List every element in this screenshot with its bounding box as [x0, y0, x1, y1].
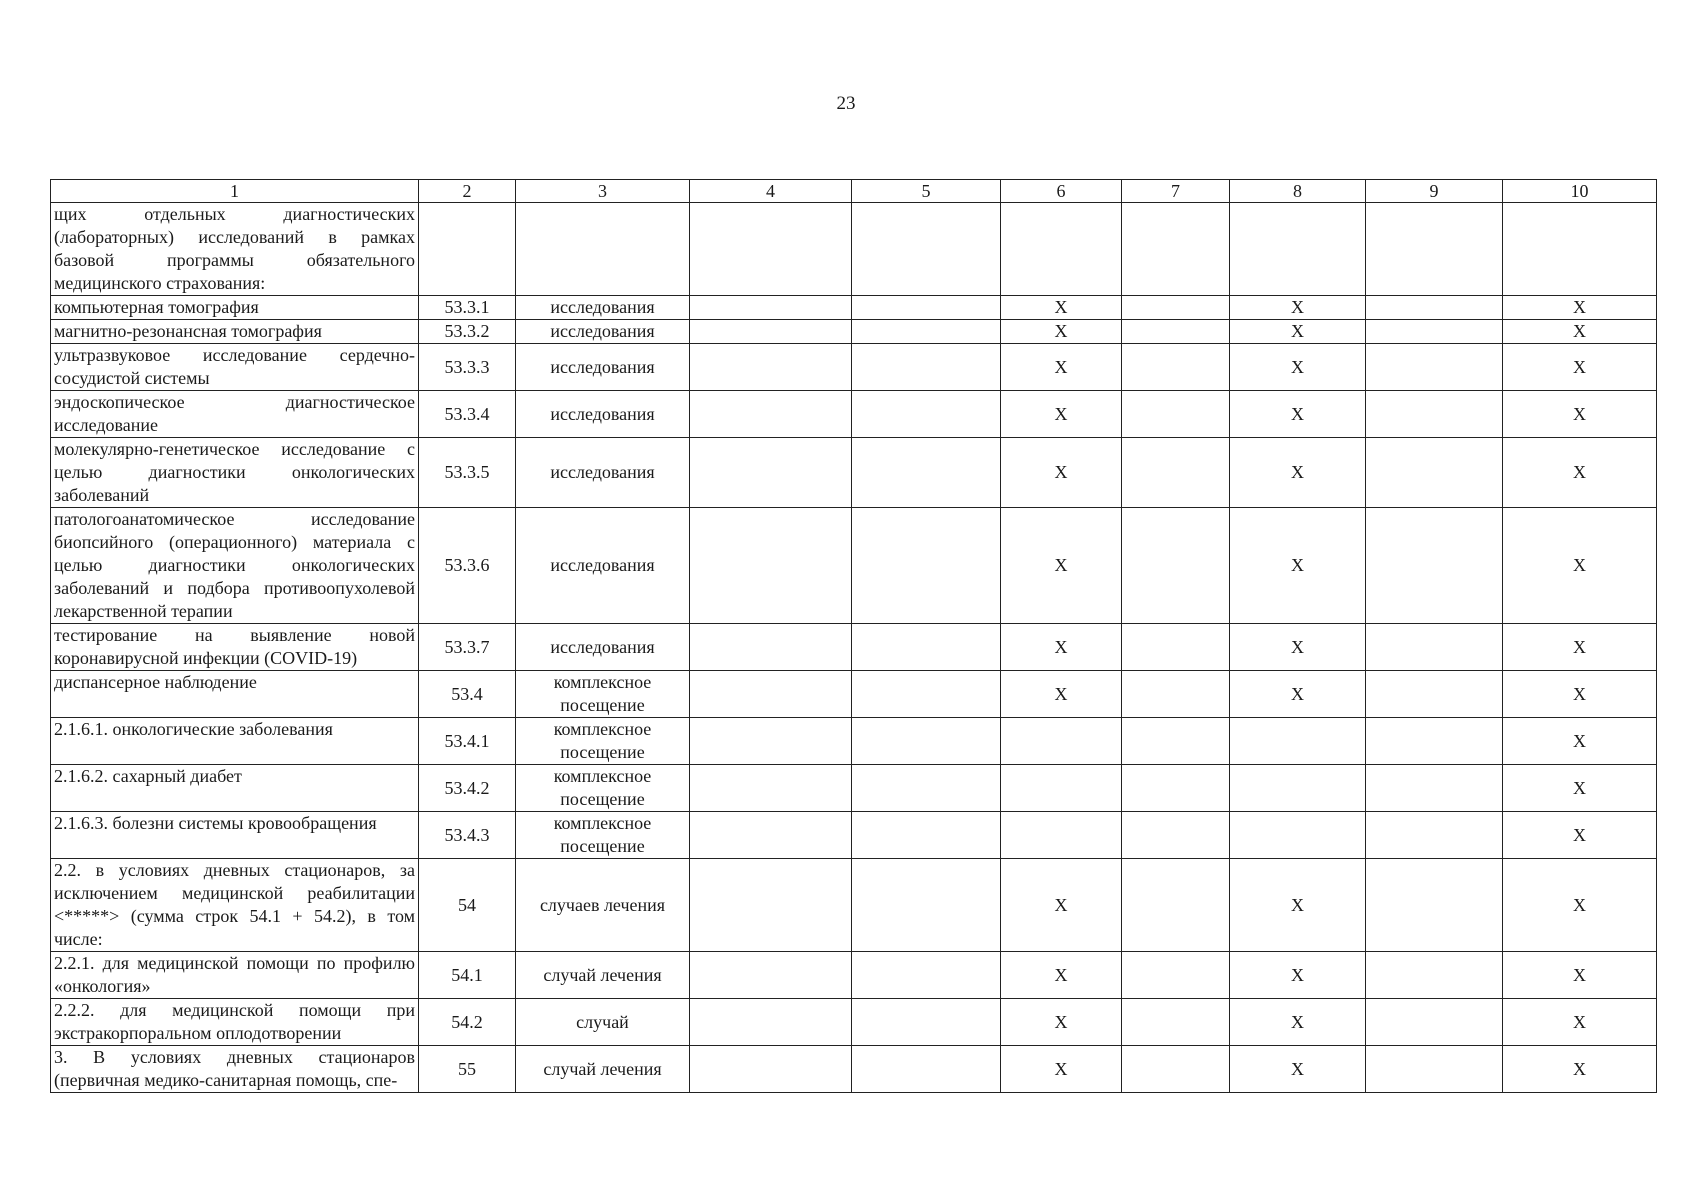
row-code	[419, 203, 516, 296]
cell-col-8: X	[1230, 671, 1366, 718]
cell-col-8: X	[1230, 1046, 1366, 1093]
row-description: компьютерная томография	[51, 296, 419, 320]
cell-col-5	[852, 203, 1001, 296]
cell-col-5	[852, 1046, 1001, 1093]
cell-col-7	[1122, 296, 1230, 320]
row-code: 53.3.7	[419, 624, 516, 671]
cell-col-5	[852, 624, 1001, 671]
cell-col-7	[1122, 999, 1230, 1046]
cell-col-9	[1366, 508, 1503, 624]
cell-col-8: X	[1230, 859, 1366, 952]
row-description: молекулярно-генетическое исследование с целью диагностики онкологических заболеваний	[51, 438, 419, 508]
row-code: 54.1	[419, 952, 516, 999]
column-numbers-row	[51, 180, 1657, 203]
cell-col-6: X	[1001, 320, 1122, 344]
row-unit: комплексное посещение	[516, 718, 690, 765]
cell-col-8: X	[1230, 508, 1366, 624]
cell-col-6: X	[1001, 671, 1122, 718]
row-unit: случай	[516, 999, 690, 1046]
cell-col-6: X	[1001, 859, 1122, 952]
cell-col-4	[690, 203, 852, 296]
row-unit: случаев лечения	[516, 859, 690, 952]
row-unit: исследования	[516, 438, 690, 508]
cell-col-6: X	[1001, 952, 1122, 999]
cell-col-10: X	[1503, 438, 1657, 508]
row-code: 53.4.1	[419, 718, 516, 765]
cell-col-10: X	[1503, 812, 1657, 859]
cell-col-9	[1366, 999, 1503, 1046]
cell-col-5	[852, 438, 1001, 508]
cell-col-9	[1366, 438, 1503, 508]
cell-col-6: X	[1001, 344, 1122, 391]
cell-col-9	[1366, 1046, 1503, 1093]
row-code: 54.2	[419, 999, 516, 1046]
cell-col-4	[690, 1046, 852, 1093]
cell-col-7	[1122, 718, 1230, 765]
cell-col-6: X	[1001, 1046, 1122, 1093]
cell-col-7	[1122, 203, 1230, 296]
row-description: 2.2.1. для медицинской помощи по профилю «онкология»	[51, 952, 419, 999]
cell-col-9	[1366, 718, 1503, 765]
column-number: 1	[51, 180, 419, 203]
cell-col-9	[1366, 812, 1503, 859]
row-unit: исследования	[516, 624, 690, 671]
cell-col-7	[1122, 391, 1230, 438]
cell-col-5	[852, 999, 1001, 1046]
cell-col-8: X	[1230, 952, 1366, 999]
cell-col-7	[1122, 624, 1230, 671]
cell-col-4	[690, 952, 852, 999]
row-code: 53.3.1	[419, 296, 516, 320]
cell-col-4	[690, 438, 852, 508]
table-row	[51, 508, 1657, 624]
cell-col-8: X	[1230, 438, 1366, 508]
row-code: 53.4.3	[419, 812, 516, 859]
cell-col-7	[1122, 438, 1230, 508]
cell-col-6: X	[1001, 999, 1122, 1046]
row-code: 55	[419, 1046, 516, 1093]
row-code: 53.3.6	[419, 508, 516, 624]
row-description: 2.1.6.3. болезни системы кровообращения	[51, 812, 419, 859]
cell-col-10: X	[1503, 999, 1657, 1046]
table-row	[51, 320, 1657, 344]
cell-col-6	[1001, 812, 1122, 859]
column-number: 4	[690, 180, 852, 203]
cell-col-7	[1122, 320, 1230, 344]
row-description: ультразвуковое исследование сердечно-сосудистой системы	[51, 344, 419, 391]
cell-col-9	[1366, 765, 1503, 812]
column-number: 6	[1001, 180, 1122, 203]
row-code: 53.3.4	[419, 391, 516, 438]
cell-col-10: X	[1503, 1046, 1657, 1093]
column-number: 8	[1230, 180, 1366, 203]
page-number: 23	[836, 93, 856, 114]
cell-col-6: X	[1001, 508, 1122, 624]
row-description: тестирование на выявление новой коронавирусной инфекции (COVID-19)	[51, 624, 419, 671]
indicators-table	[50, 179, 1657, 1093]
table-row	[51, 765, 1657, 812]
row-unit: комплексное посещение	[516, 812, 690, 859]
column-number: 3	[516, 180, 690, 203]
cell-col-9	[1366, 952, 1503, 999]
row-code: 53.4.2	[419, 765, 516, 812]
row-unit: исследования	[516, 320, 690, 344]
row-unit: случай лечения	[516, 1046, 690, 1093]
cell-col-8: X	[1230, 296, 1366, 320]
cell-col-4	[690, 296, 852, 320]
cell-col-6: X	[1001, 438, 1122, 508]
cell-col-5	[852, 391, 1001, 438]
cell-col-10: X	[1503, 718, 1657, 765]
row-unit: исследования	[516, 344, 690, 391]
cell-col-6: X	[1001, 624, 1122, 671]
cell-col-5	[852, 320, 1001, 344]
cell-col-10: X	[1503, 765, 1657, 812]
row-unit: случай лечения	[516, 952, 690, 999]
cell-col-7	[1122, 508, 1230, 624]
cell-col-7	[1122, 859, 1230, 952]
cell-col-7	[1122, 671, 1230, 718]
row-unit: исследования	[516, 296, 690, 320]
cell-col-4	[690, 391, 852, 438]
row-code: 53.3.3	[419, 344, 516, 391]
row-description: патологоанатомическое исследование биопсийного (операционного) материала с целью диагностики онкологических заболеваний и подбора противоопухолевой лекарственной терапии	[51, 508, 419, 624]
cell-col-5	[852, 508, 1001, 624]
cell-col-5	[852, 718, 1001, 765]
row-description: щих отдельных диагностических (лабораторных) исследований в рамках базовой программы обязательного медицинского страхования:	[51, 203, 419, 296]
column-number: 2	[419, 180, 516, 203]
cell-col-10: X	[1503, 296, 1657, 320]
cell-col-9	[1366, 344, 1503, 391]
cell-col-10: X	[1503, 320, 1657, 344]
table-row	[51, 203, 1657, 296]
row-description: диспансерное наблюдение	[51, 671, 419, 718]
row-description: магнитно-резонансная томография	[51, 320, 419, 344]
column-number: 9	[1366, 180, 1503, 203]
cell-col-10: X	[1503, 391, 1657, 438]
cell-col-5	[852, 812, 1001, 859]
row-description: 2.2. в условиях дневных стационаров, за исключением медицинской реабилитации <*****> (сумма строк 54.1 + 54.2), в том числе:	[51, 859, 419, 952]
cell-col-4	[690, 508, 852, 624]
cell-col-4	[690, 344, 852, 391]
cell-col-4	[690, 671, 852, 718]
cell-col-6	[1001, 203, 1122, 296]
cell-col-8: X	[1230, 344, 1366, 391]
cell-col-9	[1366, 624, 1503, 671]
cell-col-7	[1122, 1046, 1230, 1093]
row-description: 3. В условиях дневных стационаров (первичная медико-санитарная помощь, спе-	[51, 1046, 419, 1093]
cell-col-5	[852, 952, 1001, 999]
column-number: 10	[1503, 180, 1657, 203]
cell-col-8: X	[1230, 999, 1366, 1046]
cell-col-9	[1366, 391, 1503, 438]
table-row	[51, 1046, 1657, 1093]
cell-col-10	[1503, 203, 1657, 296]
cell-col-10: X	[1503, 671, 1657, 718]
row-description: 2.2.2. для медицинской помощи при экстракорпоральном оплодотворении	[51, 999, 419, 1046]
cell-col-10: X	[1503, 624, 1657, 671]
cell-col-6	[1001, 718, 1122, 765]
cell-col-8: X	[1230, 391, 1366, 438]
table-row	[51, 391, 1657, 438]
cell-col-9	[1366, 296, 1503, 320]
cell-col-7	[1122, 812, 1230, 859]
cell-col-8	[1230, 765, 1366, 812]
cell-col-6: X	[1001, 391, 1122, 438]
cell-col-5	[852, 671, 1001, 718]
cell-col-7	[1122, 344, 1230, 391]
row-description: эндоскопическое диагностическое исследование	[51, 391, 419, 438]
cell-col-5	[852, 296, 1001, 320]
cell-col-8	[1230, 203, 1366, 296]
row-code: 54	[419, 859, 516, 952]
cell-col-4	[690, 859, 852, 952]
cell-col-4	[690, 320, 852, 344]
cell-col-5	[852, 765, 1001, 812]
table-row	[51, 344, 1657, 391]
table-row	[51, 718, 1657, 765]
cell-col-6: X	[1001, 296, 1122, 320]
row-unit: исследования	[516, 508, 690, 624]
row-code: 53.4	[419, 671, 516, 718]
cell-col-10: X	[1503, 508, 1657, 624]
cell-col-4	[690, 812, 852, 859]
table-row	[51, 296, 1657, 320]
row-description: 2.1.6.2. сахарный диабет	[51, 765, 419, 812]
table-row	[51, 999, 1657, 1046]
table-row	[51, 438, 1657, 508]
row-unit: комплексное посещение	[516, 765, 690, 812]
cell-col-10: X	[1503, 952, 1657, 999]
cell-col-4	[690, 999, 852, 1046]
cell-col-8	[1230, 812, 1366, 859]
cell-col-6	[1001, 765, 1122, 812]
cell-col-9	[1366, 203, 1503, 296]
cell-col-9	[1366, 671, 1503, 718]
column-number: 5	[852, 180, 1001, 203]
cell-col-10: X	[1503, 859, 1657, 952]
cell-col-4	[690, 624, 852, 671]
row-unit: исследования	[516, 391, 690, 438]
cell-col-8: X	[1230, 624, 1366, 671]
row-code: 53.3.5	[419, 438, 516, 508]
cell-col-7	[1122, 952, 1230, 999]
column-number: 7	[1122, 180, 1230, 203]
cell-col-4	[690, 718, 852, 765]
table-row	[51, 952, 1657, 999]
table-row	[51, 624, 1657, 671]
row-unit	[516, 203, 690, 296]
cell-col-8: X	[1230, 320, 1366, 344]
cell-col-7	[1122, 765, 1230, 812]
row-code: 53.3.2	[419, 320, 516, 344]
row-description: 2.1.6.1. онкологические заболевания	[51, 718, 419, 765]
table-row	[51, 859, 1657, 952]
cell-col-10: X	[1503, 344, 1657, 391]
cell-col-9	[1366, 320, 1503, 344]
table-body	[51, 180, 1657, 1093]
cell-col-5	[852, 859, 1001, 952]
row-unit: комплексное посещение	[516, 671, 690, 718]
table-row	[51, 812, 1657, 859]
cell-col-9	[1366, 859, 1503, 952]
cell-col-4	[690, 765, 852, 812]
cell-col-8	[1230, 718, 1366, 765]
table-row	[51, 671, 1657, 718]
cell-col-5	[852, 344, 1001, 391]
